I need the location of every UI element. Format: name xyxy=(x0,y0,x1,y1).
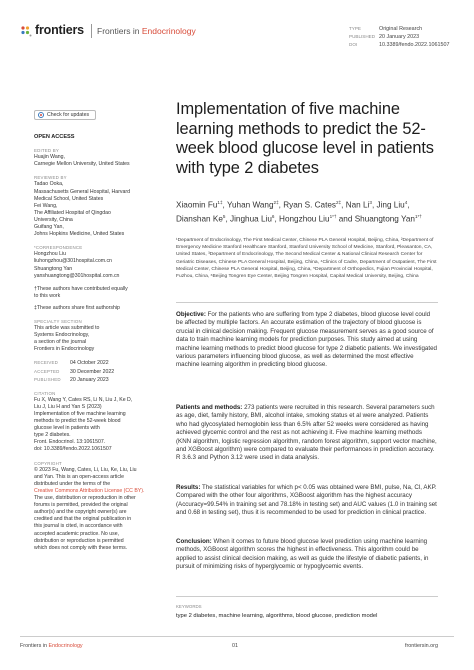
correspondence: Hongzhou Liu liuhongzhou@301hospital.com.cn Shuangtong Yan yanshuangtong@301hospital.com.cn xyxy=(34,251,146,279)
meta-published: PUBLISHED 20 January 2023 xyxy=(349,34,420,40)
journal-name: Frontiers in Endocrinology xyxy=(97,26,196,36)
correspondence-label: *CORRESPONDENCE xyxy=(34,245,83,251)
author: Xiaomin Fu xyxy=(176,200,218,210)
open-access-label: OPEN ACCESS xyxy=(34,134,75,140)
abstract-objective: Objective: For the patients who are suffering from type 2 diabetes, blood glucose level could be affected by multiple factors. An accurate estimation of the trajectory of blood glucose is crucial in clinical decision making. Frequent glucose measurement serves as a good source of data to train machine learning models for prediction purposes. This study aimed at using machine learning methods to predict blood glucose for type 2 diabetic patients. We investigated various parameters influencing blood glucose, as well as determined the most effective machine learning algorithm in predicting blood glucose. xyxy=(176,311,437,369)
meta-doi: DOI 10.3389/fendo.2022.1061507 xyxy=(349,42,450,48)
site-link[interactable]: frontiersin.org xyxy=(405,643,438,649)
author: Shuangtong Yan xyxy=(354,215,415,225)
author-list: Xiaomin $Fu^{1\ddagger}$, Yuhan Wang$^{2\ddagger}$, Ryan S. Cates$^{2\ddagger}$, Nan Li$^3$, Jing Liu$^4$, Dianshan Ke$^5$, Jinghua Liu$^6$, Hongzhou Liu$^{1*\dagger}$ and Shuangtong Yan$^{1*\dagger}$ xyxy=(176,200,422,225)
article-title: Implementation of five machine learning methods to predict the 52-week blood glucose level in patients with type 2 diabetes xyxy=(176,100,434,177)
author: Ryan S. Cates xyxy=(283,200,337,210)
affiliations: ¹Department of Endocrinology, The First Medical Center, Chinese PLA General Hospital, Beijing, China, ²Department of Emergency Medicine Stanford Healthcare Stanford, Stanford University School of Medicine, Stanford, Pleasanton, CA, United States, ³Department of Endocrinology, The Second Medical Center & National Clinical Research Center for Geriatric Diseases, Chinese PLA General Hospital, Beijing, China, ⁴Clinics of Cadre, Department of Outpatient, The First Medical Center, Chinese PLA General Hospital, Beijing, China, ⁵Department of Orthopedics, Fujian Provincial Hospital, Fuzhou, China, ⁶Beijing Tongren Eye Center, Beijing Tongren Hospital, Capital Medical University, Beijing, China xyxy=(176,238,437,280)
reviewed-by: Tadao Ooka, Massachusetts General Hospital, Harvard Medical School, United States Fei Wang, The Affiliated Hospital of Qingdao University, China Guifang Yan, Johns Hopkins Medicine, United States xyxy=(34,181,131,238)
copyright-label: COPYRIGHT xyxy=(34,460,62,466)
edited-by-label: EDITED BY xyxy=(34,148,59,154)
email-link-yan[interactable]: yanshuangtong@301hospital.com.cn xyxy=(34,272,120,279)
meta-type: TYPE Original Research xyxy=(349,26,423,32)
author-notes: †These authors have contributed equally to this work ‡These authors share first authorship xyxy=(34,285,128,311)
author: Dianshan Ke xyxy=(176,215,223,225)
footer-journal: Frontiers in Endocrinology xyxy=(20,643,83,649)
edited-by: Huajin Wang, Carnegie Mellon University, United States xyxy=(34,154,130,168)
frontiers-logo-icon xyxy=(20,25,32,37)
brand-name: frontiers xyxy=(35,23,84,37)
copyright: © 2023 Fu, Wang, Cates, Li, Liu, Ke, Liu, Liu and Yan. This is an open-access article distributed under the terms of the Creative Commons Attribution License (CC BY). The use, distribution or reproduction in other forums is permitted, provided the original author(s) and the copyright owner(s) are credited and that the original publication in this journal is cited, in accordance with accepted academic practice. No use, distribution or reproduction is permitted which does not comply with these terms. xyxy=(34,466,145,551)
article-dates: RECEIVED 04 October 2022 ACCEPTED 30 December 2022 PUBLISHED 20 January 2023 xyxy=(34,360,115,383)
abstract-results: Results: The statistical variables for which p< 0.05 was obtained were BMI, pulse, Na, Cl, AKP. Compared with the other four algorithms, XGBoost algorithm has the highest accuracy (Accuracy=99.54% in training set and 78.18% in testing set) and AUC values (1.0 in training set and 0.68 in testing set), thus it is recommended to be used for prediction in clinical practice. xyxy=(176,484,437,517)
check-updates-icon xyxy=(38,112,44,118)
article-meta xyxy=(349,25,449,49)
specialty-label: SPECIALTY SECTION xyxy=(34,318,82,324)
keywords-label: KEYWORDS xyxy=(176,604,202,609)
email-link-liu[interactable]: liuhongzhou@301hospital.com.cn xyxy=(34,258,112,265)
page-number: 01 xyxy=(232,643,238,649)
check-updates-button[interactable]: Check for updates xyxy=(34,110,96,120)
author: Jinghua Liu xyxy=(230,215,272,225)
author: Nan Li xyxy=(345,200,370,210)
sidebar-info xyxy=(34,134,146,552)
keywords: type 2 diabetes, machine learning, algorithms, blood glucose, prediction model xyxy=(176,613,378,619)
author: Jing Liu xyxy=(376,200,405,210)
footer-divider xyxy=(20,636,454,637)
reviewed-by-label: REVIEWED BY xyxy=(34,175,67,181)
abstract-divider xyxy=(176,302,438,303)
abstract-methods: Patients and methods: 273 patients were recruited in this research. Several parameters such as age, diet, family history, BMI, alcohol intake, smoking status et al were analyzed. Patients who had glycosylated hemoglobin less than 6.5% after 52 weeks were considered as having achieved glycemic control and the rest as not achieving it. Five machine learning methods (KNN algorithm, logistic regression algorithm, random forest algorithm, support vector machine, and XGBoost algorithm) were compared to evaluate their performances in prediction accuracy. R 3.6.3 and Python 3.12 were used in data analysis. xyxy=(176,404,437,462)
specialty-section: This article was submitted to Systems Endocrinology, a section of the journal Frontiers in Endocrinology xyxy=(34,325,100,353)
cc-by-license-link[interactable]: Creative Commons Attribution License (CC BY). xyxy=(34,487,145,494)
citation: Fu X, Wang Y, Cates RS, Li N, Liu J, Ke D, Liu J, Liu H and Yan S (2023) Implementation of five machine learning methods to predict the 52-week blood glucose level in patients with type 2 diabetes. Front. Endocrinol. 13:1061507. doi: 10.3389/fendo.2022.1061507 xyxy=(34,396,133,453)
author: Yuhan Wang xyxy=(226,200,274,210)
author: Hongzhou Liu xyxy=(279,215,330,225)
header-divider xyxy=(91,24,92,38)
abstract-conclusion: Conclusion: When it comes to future blood glucose level prediction using machine learning methods, XGBoost algorithm scores the highest in effectiveness. This algorithm could be applied to assist clinical decision making, as well as guide the lifestyle of diabetic patients, in pursuit of minimizing risks of hyperglycemic or hypoglycemic events. xyxy=(176,538,429,571)
citation-label: CITATION xyxy=(34,390,56,396)
keywords-divider xyxy=(176,596,438,597)
